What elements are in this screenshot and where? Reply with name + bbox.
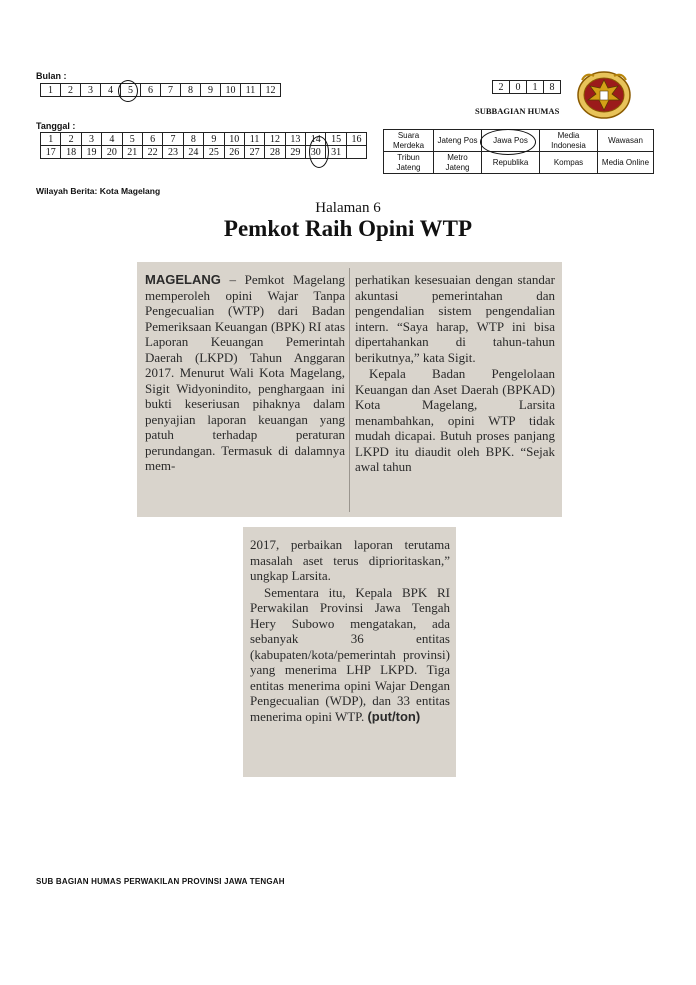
article-col3b-text: Sementara itu, Kepala BPK RI Perwakilan Provinsi Jawa Tengah Hery Subowo mengatakan, ada sebanyak 36 entitas (kabupaten/kota/pemerintah provinsi) yang menerima LHP LKPD. Tiga entitas menerima opini Wajar Dengan Pengecualian (WDP), dan 33 entitas menerima opini WTP. bbox=[250, 584, 450, 724]
article-col1-text: – Pemkot Magelang memperoleh opini Wajar Tanpa Pengecualian (WTP) dari Badan Pemeriksaan Keuangan (BPK) RI atas Laporan Keuangan Pemerintah Daerah (LKPD) Tahun Anggaran 2017. Menurut Wali Kota Magelang, Sigit Widyonindito, penghargaan ini bukti keseriusan pihaknya dalam penyajian laporan keuangan yang patuh terhadap peraturan perundangan. Termasuk di dalamnya mem- bbox=[145, 272, 345, 473]
month-cell: 2 bbox=[61, 84, 81, 97]
date-cell: 16 bbox=[346, 133, 366, 146]
media-cell: Media Indonesia bbox=[540, 130, 598, 152]
media-cell: Wawasan bbox=[598, 130, 654, 152]
article-column-3 bbox=[250, 537, 450, 725]
media-cell: Media Online bbox=[598, 152, 654, 174]
date-cell: 9 bbox=[204, 133, 224, 146]
month-cell: 6 bbox=[141, 84, 161, 97]
date-cell: 10 bbox=[224, 133, 244, 146]
date-cell: 18 bbox=[61, 146, 81, 159]
article-col3a-text: 2017, perbaikan laporan terutama masalah aset terus diprioritaskan,” ungkap Larsita. bbox=[250, 537, 450, 583]
tanggal-label: Tanggal : bbox=[36, 121, 76, 131]
date-cell: 15 bbox=[326, 133, 346, 146]
date-cell: 14 bbox=[306, 133, 326, 146]
dateline: MAGELANG bbox=[145, 272, 221, 287]
headline: Pemkot Raih Opini WTP bbox=[223, 216, 473, 241]
article-col2b-text: Kepala Badan Pengelolaan Keuangan dan Aset Daerah (BPKAD) Kota Magelang, Larsita menambahkan, opini WTP tidak mudah dicapai. Butuh proses panjang LKPD itu diaudit oleh BPK. “Sejak awal tahun bbox=[355, 366, 555, 474]
year-digit-cell: 0 bbox=[510, 81, 527, 94]
month-cell: 5 bbox=[121, 84, 141, 97]
selected-month-circle bbox=[118, 80, 138, 102]
selected-date-circle bbox=[309, 136, 329, 168]
date-cell: 17 bbox=[41, 146, 61, 159]
article-column-1 bbox=[145, 272, 345, 475]
article-column-2 bbox=[355, 272, 555, 476]
wilayah-berita: Wilayah Berita: Kota Magelang bbox=[36, 186, 161, 196]
article-credit: (put/ton) bbox=[367, 708, 421, 724]
date-cell: 29 bbox=[285, 146, 305, 159]
date-cell: 28 bbox=[265, 146, 285, 159]
media-cell: Kompas bbox=[540, 152, 598, 174]
media-cell: Metro Jateng bbox=[434, 152, 482, 174]
date-cell: 21 bbox=[122, 146, 142, 159]
year-digit-cell: 8 bbox=[544, 81, 561, 94]
month-cell: 7 bbox=[161, 84, 181, 97]
date-cell: 26 bbox=[224, 146, 244, 159]
column-divider bbox=[349, 268, 350, 512]
news-clip-bottom bbox=[243, 527, 456, 777]
footer-text: SUB BAGIAN HUMAS PERWAKILAN PROVINSI JAWA TENGAH bbox=[36, 877, 285, 886]
date-cell: 11 bbox=[244, 133, 264, 146]
month-cell: 11 bbox=[241, 84, 261, 97]
date-cell: 4 bbox=[102, 133, 122, 146]
date-cell: 22 bbox=[142, 146, 162, 159]
date-cell: 13 bbox=[285, 133, 305, 146]
date-cell: 7 bbox=[163, 133, 183, 146]
date-cell: 30 bbox=[306, 146, 326, 159]
date-cell: 2 bbox=[61, 133, 81, 146]
date-cell: 5 bbox=[122, 133, 142, 146]
month-cell: 12 bbox=[261, 84, 281, 97]
date-cell: 19 bbox=[81, 146, 101, 159]
date-cell: 27 bbox=[244, 146, 264, 159]
year-digit-cell: 2 bbox=[493, 81, 510, 94]
month-cell: 3 bbox=[81, 84, 101, 97]
date-cell: 20 bbox=[102, 146, 122, 159]
garuda-emblem-icon bbox=[574, 68, 634, 120]
selected-media-circle bbox=[480, 129, 536, 155]
date-cell: 3 bbox=[81, 133, 101, 146]
media-cell: Suara Merdeka bbox=[384, 130, 434, 152]
date-cell: 6 bbox=[142, 133, 162, 146]
month-cell: 1 bbox=[41, 84, 61, 97]
media-cell: Jawa Pos bbox=[482, 130, 540, 152]
media-cell: Republika bbox=[482, 152, 540, 174]
bulan-label: Bulan : bbox=[36, 71, 67, 81]
media-cell: Tribun Jateng bbox=[384, 152, 434, 174]
year-grid bbox=[492, 80, 561, 94]
news-clip-top bbox=[137, 262, 562, 517]
date-cell: 24 bbox=[183, 146, 203, 159]
date-cell: 12 bbox=[265, 133, 285, 146]
month-grid bbox=[40, 83, 281, 97]
page-label: Halaman 6 bbox=[315, 200, 381, 216]
month-cell: 10 bbox=[221, 84, 241, 97]
date-cell: 23 bbox=[163, 146, 183, 159]
date-cell: 25 bbox=[204, 146, 224, 159]
date-cell: 31 bbox=[326, 146, 346, 159]
date-cell: 1 bbox=[41, 133, 61, 146]
date-cell bbox=[346, 146, 366, 159]
month-cell: 8 bbox=[181, 84, 201, 97]
office-name: SUBBAGIAN HUMAS bbox=[475, 106, 560, 116]
media-cell: Jateng Pos bbox=[434, 130, 482, 152]
date-cell: 8 bbox=[183, 133, 203, 146]
month-cell: 9 bbox=[201, 84, 221, 97]
month-cell: 4 bbox=[101, 84, 121, 97]
article-col2a-text: perhatikan kesesuaian dengan standar akuntasi pemerintahan dan pengendalian sistem pengendalian intern. “Saya harap, WTP ini bisa dipertahankan di tahun-tahun berikutnya,” kata Sigit. bbox=[355, 272, 555, 365]
year-digit-cell: 1 bbox=[527, 81, 544, 94]
